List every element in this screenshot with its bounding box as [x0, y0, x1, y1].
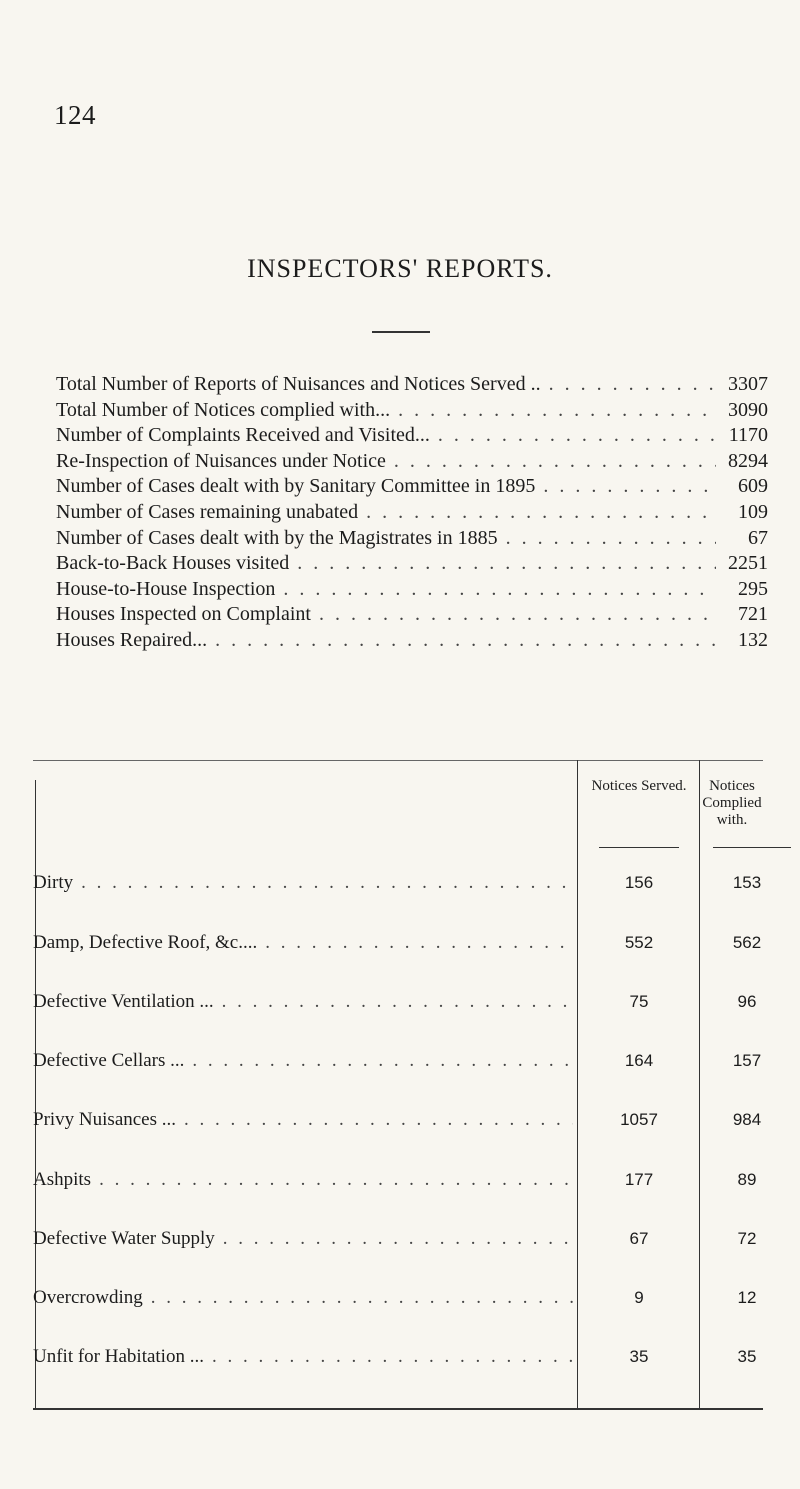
header-notices-complied: Notices Complied with. — [702, 778, 762, 828]
row-served: 1057 — [620, 1110, 658, 1129]
row-served: 75 — [629, 992, 649, 1011]
table-row — [33, 1107, 763, 1133]
summary-label: Back-to-Back Houses visited — [56, 552, 290, 575]
row-label: Defective Cellars ... — [33, 1050, 185, 1071]
row-label: Unfit for Habitation ... — [33, 1346, 204, 1367]
summary-value: 721 — [738, 603, 768, 626]
summary-value: 295 — [738, 577, 768, 600]
summary-label: Total Number of Notices complied with... — [56, 398, 391, 421]
row-served: 67 — [629, 1229, 649, 1248]
summary-value: 3090 — [728, 398, 768, 421]
header-underline — [599, 847, 679, 848]
summary-value: 132 — [738, 628, 768, 651]
table-row — [33, 870, 763, 896]
summary-row — [56, 500, 768, 526]
title-divider — [372, 331, 430, 333]
row-complied: 96 — [737, 992, 757, 1011]
summary-value: 609 — [738, 475, 768, 498]
summary-label: Houses Repaired... — [56, 628, 208, 651]
summary-value: 3307 — [728, 373, 768, 395]
row-served: 164 — [624, 1051, 654, 1070]
row-complied: 35 — [737, 1347, 757, 1366]
summary-label: Re-Inspection of Nuisances under Notice — [56, 449, 386, 472]
summary-row — [56, 449, 768, 475]
page-title: INSPECTORS' REPORTS. — [247, 254, 553, 283]
summary-list — [56, 372, 768, 654]
row-complied: 153 — [732, 873, 762, 892]
summary-row — [56, 551, 768, 577]
summary-label: Number of Cases dealt with by Sanitary Committee in 1895 — [56, 475, 536, 498]
table-row — [33, 1285, 763, 1311]
summary-row — [56, 423, 768, 449]
summary-row — [56, 372, 768, 398]
summary-row — [56, 398, 768, 424]
row-label: Privy Nuisances ... — [33, 1109, 177, 1130]
row-complied: 12 — [737, 1288, 757, 1307]
summary-value: 109 — [738, 500, 768, 523]
summary-value: 1170 — [728, 424, 768, 447]
summary-label: Number of Complaints Received and Visited... — [56, 424, 430, 447]
row-complied: 157 — [732, 1051, 762, 1070]
row-served: 156 — [624, 873, 654, 892]
summary-row — [56, 577, 768, 603]
summary-label: Houses Inspected on Complaint — [56, 603, 311, 626]
row-complied: 562 — [732, 933, 762, 952]
summary-value: 2251 — [728, 552, 768, 575]
row-label: Defective Water Supply — [33, 1228, 215, 1249]
row-complied: 89 — [737, 1170, 757, 1189]
summary-row — [56, 628, 768, 654]
row-label: Overcrowding — [33, 1287, 143, 1308]
row-label: Ashpits — [33, 1169, 92, 1190]
summary-label: Number of Cases dealt with by the Magistrates in 1885 — [56, 526, 498, 549]
table-row — [33, 1167, 763, 1193]
notices-table — [33, 760, 763, 1410]
row-served: 177 — [624, 1170, 654, 1189]
row-served: 35 — [629, 1347, 649, 1366]
row-label: Damp, Defective Roof, &c.... — [33, 932, 258, 953]
row-label: Defective Ventilation ... — [33, 991, 214, 1012]
summary-row — [56, 602, 768, 628]
summary-row — [56, 526, 768, 552]
table-row — [33, 1048, 763, 1074]
summary-value: 67 — [748, 526, 768, 549]
row-served: 9 — [634, 1288, 644, 1307]
summary-label: Total Number of Reports of Nuisances and Notices Served .. — [56, 373, 541, 395]
row-served: 552 — [624, 933, 654, 952]
row-complied: 72 — [737, 1229, 757, 1248]
header-notices-served: Notices Served. — [591, 778, 687, 794]
summary-label: Number of Cases remaining unabated — [56, 500, 359, 523]
table-row — [33, 989, 763, 1015]
table-row — [33, 1344, 763, 1370]
header-underline — [713, 847, 791, 848]
row-complied: 984 — [732, 1110, 762, 1129]
table-row — [33, 930, 763, 956]
summary-value: 8294 — [728, 449, 768, 472]
table-top-rule — [33, 760, 763, 761]
table-row — [33, 1226, 763, 1252]
row-label: Dirty — [33, 872, 74, 893]
summary-label: House-to-House Inspection — [56, 577, 276, 600]
summary-row — [56, 474, 768, 500]
page-number: 124 — [54, 100, 96, 130]
